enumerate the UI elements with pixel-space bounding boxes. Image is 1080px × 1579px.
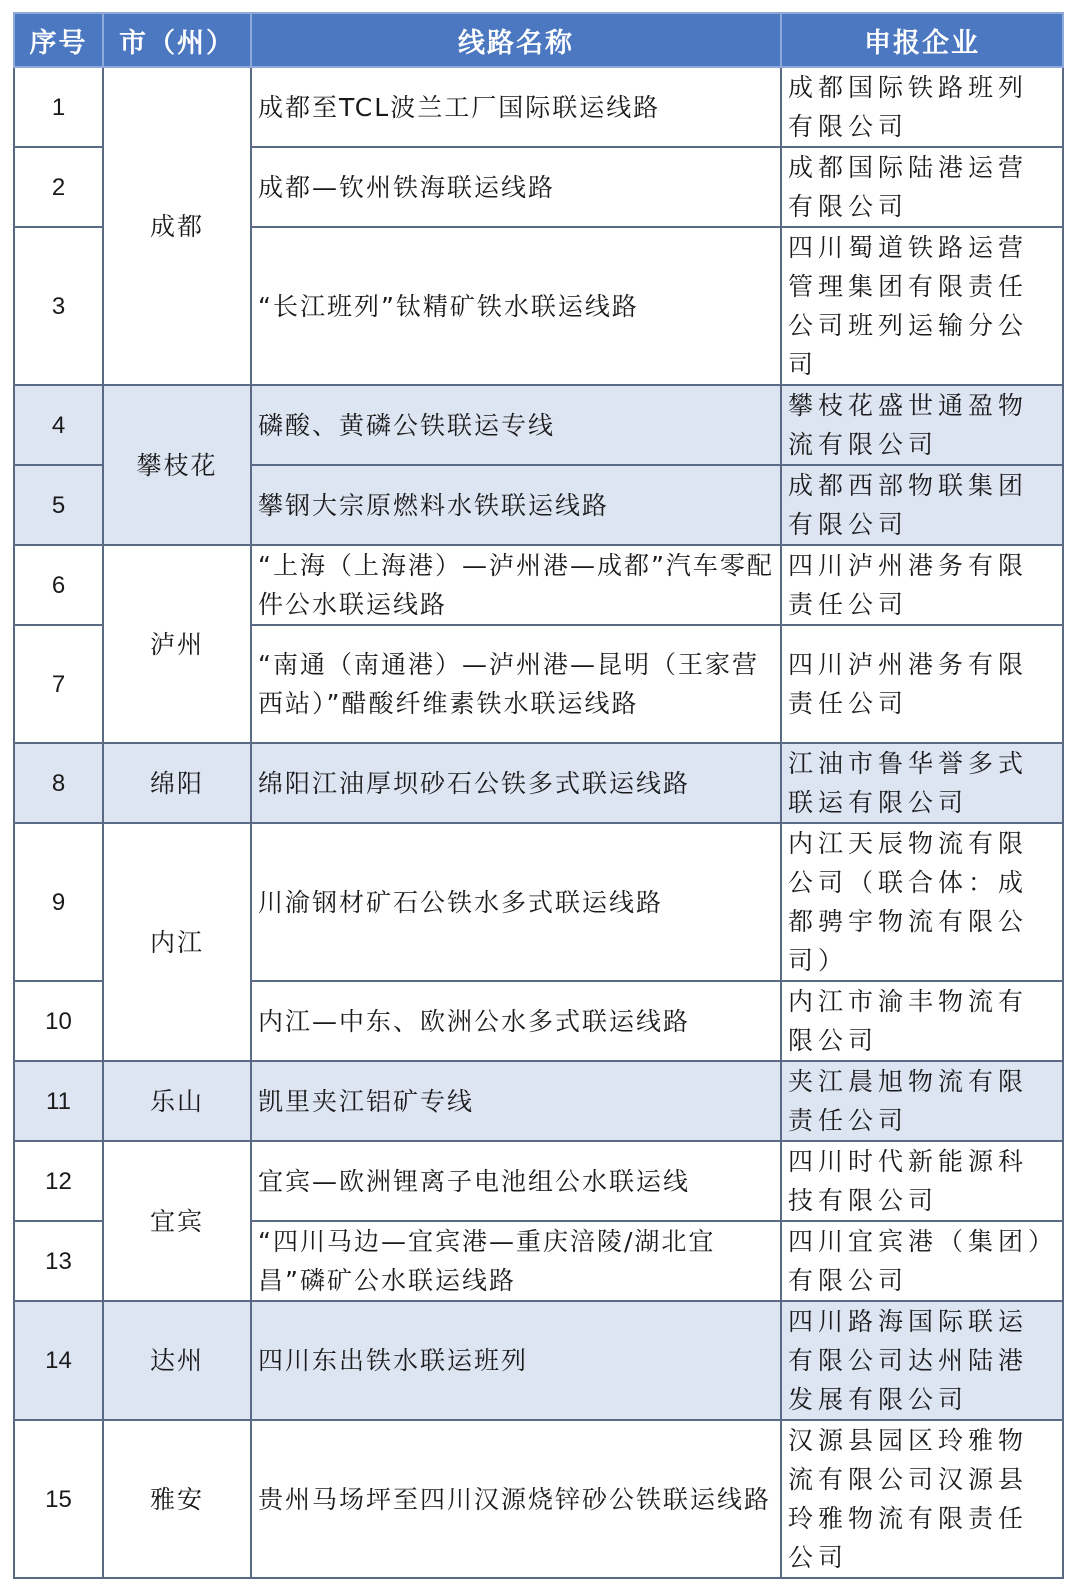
route-name: “长江班列”钛精矿铁水联运线路 xyxy=(251,227,781,385)
route-name: “四川马边—宜宾港—重庆涪陵/湖北宜昌”磷矿公水联运线路 xyxy=(251,1221,781,1301)
header-no: 序号 xyxy=(14,13,103,67)
row-number: 12 xyxy=(14,1141,103,1221)
row-number: 4 xyxy=(14,385,103,465)
row-number: 15 xyxy=(14,1420,103,1578)
header-row xyxy=(14,13,1063,67)
route-name: 四川东出铁水联运班列 xyxy=(251,1301,781,1420)
header-company: 申报企业 xyxy=(781,13,1063,67)
route-name: 磷酸、黄磷公铁联运专线 xyxy=(251,385,781,465)
company-name: 四川宜宾港（集团）有限公司 xyxy=(781,1221,1063,1301)
row-number: 9 xyxy=(14,823,103,981)
company-name: 四川蜀道铁路运营管理集团有限责任公司班列运输分公司 xyxy=(781,227,1063,385)
city-cell: 乐山 xyxy=(103,1061,251,1141)
city-cell: 达州 xyxy=(103,1301,251,1420)
route-table xyxy=(13,12,1064,1579)
city-cell: 攀枝花 xyxy=(103,385,251,545)
route-table-container xyxy=(13,12,1062,1579)
company-name: 四川泸州港务有限责任公司 xyxy=(781,545,1063,625)
table-row xyxy=(14,1141,1063,1221)
row-number: 3 xyxy=(14,227,103,385)
city-cell: 宜宾 xyxy=(103,1141,251,1301)
route-name: 攀钢大宗原燃料水铁联运线路 xyxy=(251,465,781,545)
row-number: 1 xyxy=(14,67,103,147)
company-name: 内江市渝丰物流有限公司 xyxy=(781,981,1063,1061)
company-name: 成都西部物联集团有限公司 xyxy=(781,465,1063,545)
route-name: 贵州马场坪至四川汉源烧锌砂公铁联运线路 xyxy=(251,1420,781,1578)
route-name: 成都至TCL波兰工厂国际联运线路 xyxy=(251,67,781,147)
table-row xyxy=(14,545,1063,625)
route-name: 宜宾—欧洲锂离子电池组公水联运线 xyxy=(251,1141,781,1221)
route-name: 内江—中东、欧洲公水多式联运线路 xyxy=(251,981,781,1061)
company-name: 成都国际铁路班列有限公司 xyxy=(781,67,1063,147)
city-cell: 雅安 xyxy=(103,1420,251,1578)
row-number: 6 xyxy=(14,545,103,625)
table-row xyxy=(14,1061,1063,1141)
header-route: 线路名称 xyxy=(251,13,781,67)
city-cell: 绵阳 xyxy=(103,743,251,823)
table-row xyxy=(14,67,1063,147)
route-name: 绵阳江油厚坝砂石公铁多式联运线路 xyxy=(251,743,781,823)
city-cell: 泸州 xyxy=(103,545,251,743)
company-name: 四川路海国际联运有限公司达州陆港发展有限公司 xyxy=(781,1301,1063,1420)
company-name: 攀枝花盛世通盈物流有限公司 xyxy=(781,385,1063,465)
company-name: 夹江晨旭物流有限责任公司 xyxy=(781,1061,1063,1141)
row-number: 2 xyxy=(14,147,103,227)
city-cell: 内江 xyxy=(103,823,251,1061)
company-name: 内江天辰物流有限公司（联合体：成都骋宇物流有限公司） xyxy=(781,823,1063,981)
company-name: 江油市鲁华誉多式联运有限公司 xyxy=(781,743,1063,823)
company-name: 四川泸州港务有限责任公司 xyxy=(781,625,1063,743)
table-row xyxy=(14,743,1063,823)
company-name: 成都国际陆港运营有限公司 xyxy=(781,147,1063,227)
route-name: 凯里夹江铝矿专线 xyxy=(251,1061,781,1141)
row-number: 14 xyxy=(14,1301,103,1420)
row-number: 8 xyxy=(14,743,103,823)
route-name: “南通（南通港）—泸州港—昆明（王家营西站）”醋酸纤维素铁水联运线路 xyxy=(251,625,781,743)
route-name: 川渝钢材矿石公铁水多式联运线路 xyxy=(251,823,781,981)
company-name: 汉源县园区玲雅物流有限公司汉源县玲雅物流有限责任公司 xyxy=(781,1420,1063,1578)
row-number: 7 xyxy=(14,625,103,743)
table-row xyxy=(14,823,1063,981)
table-row xyxy=(14,1420,1063,1578)
table-row xyxy=(14,1301,1063,1420)
row-number: 11 xyxy=(14,1061,103,1141)
row-number: 5 xyxy=(14,465,103,545)
row-number: 13 xyxy=(14,1221,103,1301)
route-name: “上海（上海港）—泸州港—成都”汽车零配件公水联运线路 xyxy=(251,545,781,625)
city-cell: 成都 xyxy=(103,67,251,385)
header-city: 市（州） xyxy=(103,13,251,67)
route-name: 成都—钦州铁海联运线路 xyxy=(251,147,781,227)
row-number: 10 xyxy=(14,981,103,1061)
table-row xyxy=(14,385,1063,465)
company-name: 四川时代新能源科技有限公司 xyxy=(781,1141,1063,1221)
